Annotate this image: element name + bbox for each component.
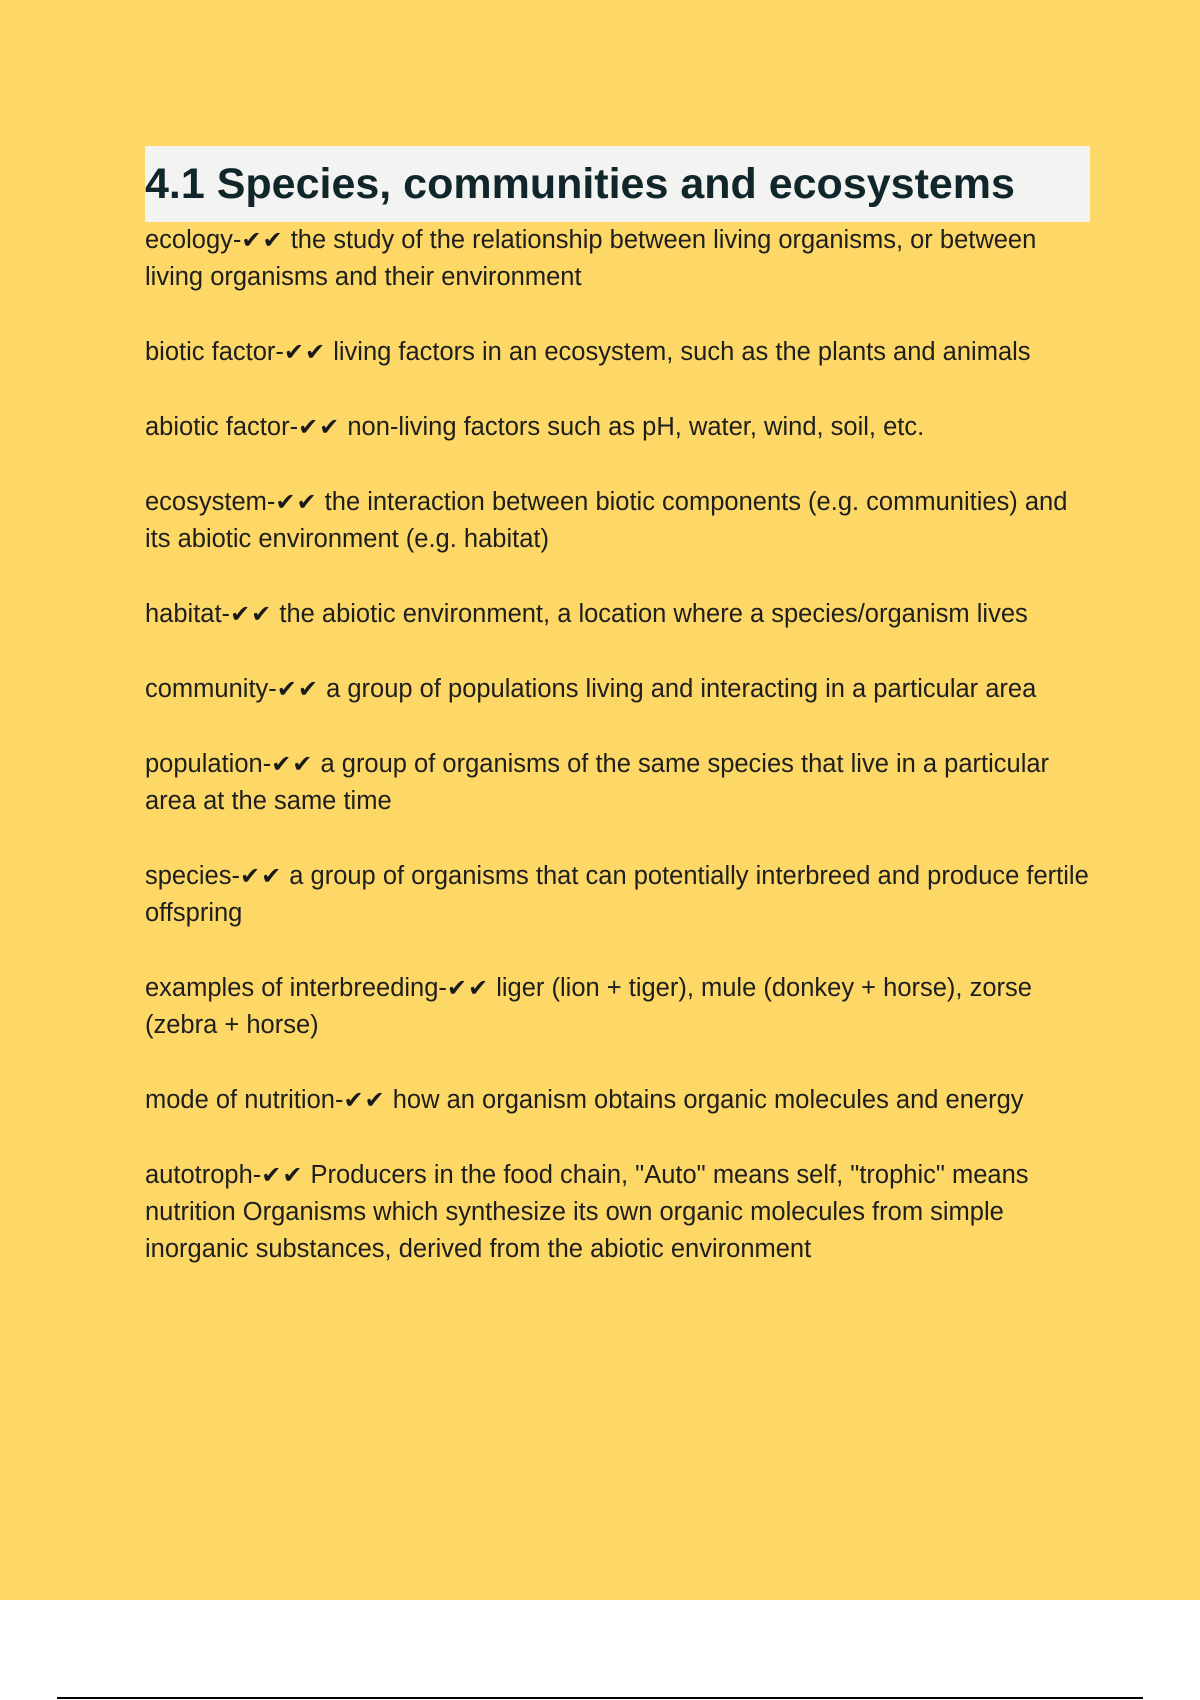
double-check-icon: ✔✔	[241, 226, 284, 254]
term: population-	[145, 750, 272, 778]
double-check-icon: ✔✔	[230, 600, 273, 628]
definition-entry-autotroph	[145, 1157, 1090, 1268]
term: habitat-	[145, 600, 231, 628]
definition: Producers in the food chain, "Auto" means self, "trophic" means nutrition Organisms which synthesize its own organic molecules from simple inorganic substances, derived from the abiotic environment	[145, 1161, 1029, 1263]
definition-entry-biotic-factor	[145, 334, 1090, 371]
term: ecology-	[145, 226, 242, 254]
footer-divider	[57, 1697, 1143, 1699]
definition-entry-mode-of-nutrition	[145, 1082, 1090, 1119]
definition: a group of populations living and interacting in a particular area	[319, 675, 1037, 703]
definition-entry-ecology	[145, 222, 1090, 296]
definition: the interaction between biotic components (e.g. communities) and its abiotic environment (e.g. habitat)	[145, 488, 1068, 553]
double-check-icon: ✔✔	[298, 413, 341, 441]
term: examples of interbreeding-	[145, 974, 447, 1002]
definition-entry-habitat	[145, 596, 1090, 633]
term: community-	[145, 675, 277, 703]
double-check-icon: ✔✔	[261, 1161, 304, 1189]
document-content	[145, 146, 1090, 1306]
definition-entry-ecosystem	[145, 484, 1090, 558]
double-check-icon: ✔✔	[275, 488, 318, 516]
definition: the study of the relationship between living organisms, or between living organisms and their environment	[145, 226, 1037, 291]
double-check-icon: ✔✔	[283, 338, 327, 366]
double-check-icon: ✔✔	[343, 1086, 386, 1114]
definition: a group of organisms of the same species that live in a particular area at the same time	[145, 750, 1050, 815]
definition: how an organism obtains organic molecules and energy	[385, 1086, 1024, 1114]
term: mode of nutrition-	[145, 1086, 344, 1114]
double-check-icon: ✔✔	[271, 750, 314, 778]
definition-entry-interbreeding-examples	[145, 970, 1090, 1044]
definition-entry-community	[145, 671, 1090, 708]
definition: the abiotic environment, a location where a species/organism lives	[272, 600, 1028, 628]
page-title: 4.1 Species, communities and ecosystems	[145, 159, 1015, 208]
definition: a group of organisms that can potentially interbreed and produce fertile offspring	[145, 862, 1089, 927]
definition-entry-population	[145, 746, 1090, 820]
double-check-icon: ✔✔	[446, 974, 490, 1002]
definition-list	[145, 222, 1090, 1268]
definition: living factors in an ecosystem, such as the plants and animals	[326, 338, 1031, 366]
double-check-icon: ✔✔	[239, 862, 283, 890]
term: abiotic factor-	[145, 413, 299, 441]
double-check-icon: ✔✔	[276, 675, 319, 703]
definition: non-living factors such as pH, water, wind, soil, etc.	[340, 413, 925, 441]
term: biotic factor-	[145, 338, 284, 366]
title-highlight	[145, 146, 1090, 222]
term: ecosystem-	[145, 488, 276, 516]
definition: liger (lion + tiger), mule (donkey + horse), zorse (zebra + horse)	[145, 974, 1032, 1039]
term: autotroph-	[145, 1161, 262, 1189]
definition-entry-species	[145, 858, 1090, 932]
definition-entry-abiotic-factor	[145, 409, 1090, 446]
term: species-	[145, 862, 240, 890]
